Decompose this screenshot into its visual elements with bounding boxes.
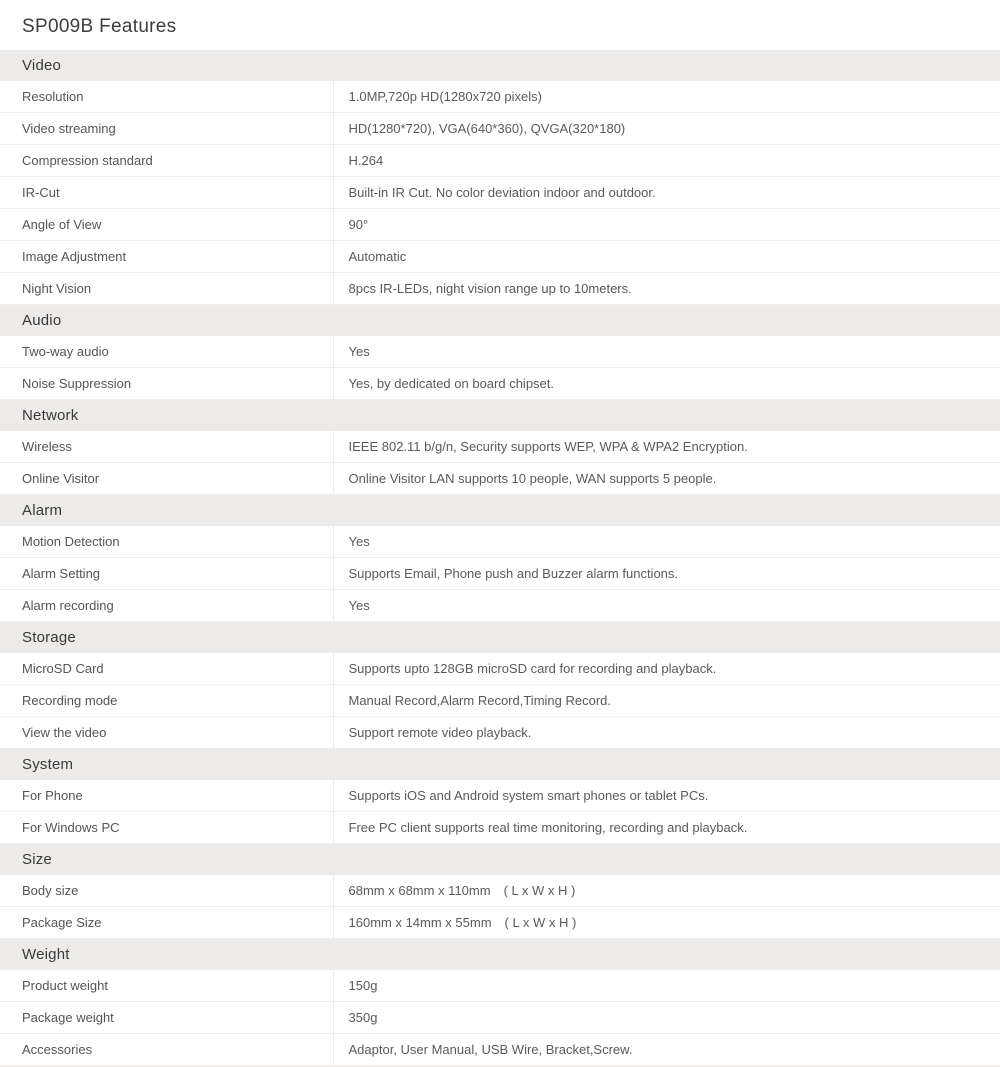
table-row [0,145,1000,177]
table-row [0,273,1000,305]
spec-label: Resolution [0,81,333,113]
spec-label: Body size [0,875,333,907]
spec-value: Built-in IR Cut. No color deviation indoor and outdoor. [333,177,1000,209]
spec-value: Free PC client supports real time monitoring, recording and playback. [333,812,1000,844]
spec-label: Accessories [0,1034,333,1066]
table-row [0,336,1000,368]
section-header-label: System [0,749,1000,781]
section-header-label: Network [0,400,1000,432]
spec-value: 68mm x 68mm x 110mm ( L x W x H ) [333,875,1000,907]
spec-value: Adaptor, User Manual, USB Wire, Bracket,Screw. [333,1034,1000,1066]
spec-label: Night Vision [0,273,333,305]
specifications-table [0,50,1000,1066]
spec-value: Supports iOS and Android system smart phones or tablet PCs. [333,780,1000,812]
table-row [0,241,1000,273]
spec-label: Recording mode [0,685,333,717]
spec-value: Supports Email, Phone push and Buzzer alarm functions. [333,558,1000,590]
table-row [0,113,1000,145]
table-row [0,653,1000,685]
spec-label: Alarm Setting [0,558,333,590]
spec-label: Noise Suppression [0,368,333,400]
table-row [0,970,1000,1002]
spec-label: Alarm recording [0,590,333,622]
section-header-row [0,622,1000,654]
table-row [0,558,1000,590]
spec-label: Image Adjustment [0,241,333,273]
section-header-row [0,305,1000,337]
spec-label: Two-way audio [0,336,333,368]
table-row [0,526,1000,558]
spec-label: For Phone [0,780,333,812]
spec-value: H.264 [333,145,1000,177]
spec-label: Video streaming [0,113,333,145]
table-row [0,81,1000,113]
table-row [0,1002,1000,1034]
table-row [0,907,1000,939]
spec-value: Automatic [333,241,1000,273]
spec-label: Compression standard [0,145,333,177]
table-row [0,177,1000,209]
spec-value: Support remote video playback. [333,717,1000,749]
spec-value: HD(1280*720), VGA(640*360), QVGA(320*180) [333,113,1000,145]
table-row [0,209,1000,241]
page-title: SP009B Features [22,16,177,37]
section-header-label: Audio [0,305,1000,337]
table-row [0,590,1000,622]
table-row [0,717,1000,749]
spec-label: View the video [0,717,333,749]
table-row [0,812,1000,844]
spec-value: Supports upto 128GB microSD card for recording and playback. [333,653,1000,685]
section-header-row [0,844,1000,876]
section-header-label: Video [0,50,1000,81]
spec-value: Online Visitor LAN supports 10 people, WAN supports 5 people. [333,463,1000,495]
section-header-row [0,495,1000,527]
section-header-row [0,400,1000,432]
spec-value: Yes, by dedicated on board chipset. [333,368,1000,400]
spec-label: MicroSD Card [0,653,333,685]
spec-value: Manual Record,Alarm Record,Timing Record. [333,685,1000,717]
spec-value: 1.0MP,720p HD(1280x720 pixels) [333,81,1000,113]
spec-value: 8pcs IR-LEDs, night vision range up to 10meters. [333,273,1000,305]
spec-value: IEEE 802.11 b/g/n, Security supports WEP, WPA & WPA2 Encryption. [333,431,1000,463]
table-row [0,431,1000,463]
specifications-table-body [0,50,1000,1066]
table-row [0,463,1000,495]
spec-value: 160mm x 14mm x 55mm ( L x W x H ) [333,907,1000,939]
spec-label: Package weight [0,1002,333,1034]
section-header-label: Alarm [0,495,1000,527]
section-header-label: Storage [0,622,1000,654]
spec-label: Wireless [0,431,333,463]
section-header-label: Size [0,844,1000,876]
section-header-row [0,50,1000,81]
spec-label: Package Size [0,907,333,939]
section-header-label: Weight [0,939,1000,971]
table-row [0,780,1000,812]
table-row [0,685,1000,717]
spec-value: Yes [333,336,1000,368]
spec-label: Product weight [0,970,333,1002]
section-header-row [0,749,1000,781]
spec-label: Motion Detection [0,526,333,558]
spec-label: Online Visitor [0,463,333,495]
spec-label: IR-Cut [0,177,333,209]
spec-value: 350g [333,1002,1000,1034]
spec-label: Angle of View [0,209,333,241]
section-header-row [0,939,1000,971]
spec-value: 90° [333,209,1000,241]
spec-value: Yes [333,590,1000,622]
spec-value: Yes [333,526,1000,558]
table-row [0,368,1000,400]
table-row [0,875,1000,907]
spec-label: For Windows PC [0,812,333,844]
spec-value: 150g [333,970,1000,1002]
table-row [0,1034,1000,1066]
